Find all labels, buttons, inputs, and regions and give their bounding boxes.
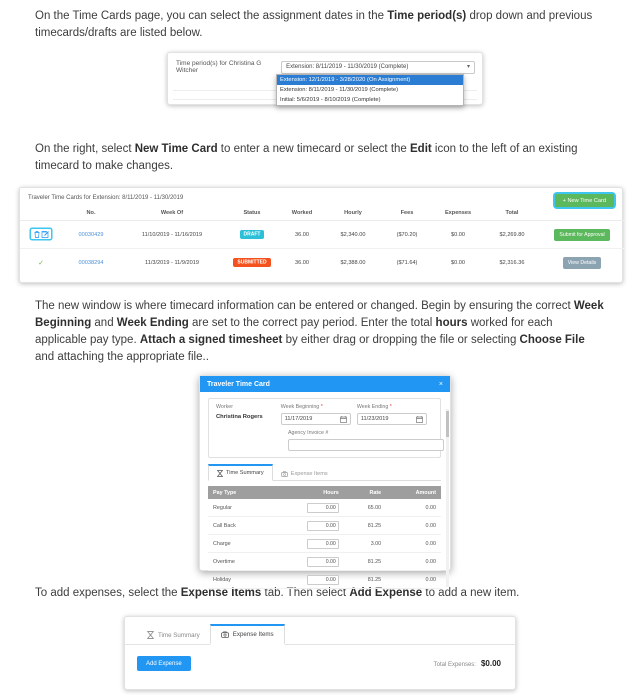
worker-label: Worker (216, 404, 233, 410)
paragraph-text: are set to the correct pay period. Enter the total (188, 317, 436, 329)
pay-type-cell: Call Back (208, 517, 268, 535)
timecards-list-title: Traveler Time Cards for Extension: 8/11/2019 - 11/30/2019 (28, 195, 184, 201)
week-ending-label: Week Ending * (356, 404, 392, 410)
paragraph-text: and (91, 317, 117, 329)
pay-type-cell: Charge (208, 535, 268, 553)
hours-input-holiday[interactable]: 0.00 (307, 575, 339, 585)
paragraph-text: The new window is where timecard information can be entered or changed. Begin by ensuring the correct (35, 300, 574, 312)
close-icon[interactable]: × (438, 380, 443, 388)
week-of-cell: 11/3/2019 - 11/9/2019 (120, 249, 224, 277)
hours-input-charge[interactable]: 0.00 (307, 539, 339, 549)
expense-items-screenshot (124, 616, 516, 690)
column-actions (20, 206, 62, 221)
worked-cell: 36.00 (280, 221, 324, 249)
rate-cell: 65.00 (344, 499, 386, 517)
expense-items-icon (281, 471, 288, 477)
pay-type-cell: Holiday (208, 571, 268, 589)
required-asterisk: * (389, 404, 392, 410)
column-total: Total (484, 206, 540, 221)
table-row (208, 571, 441, 589)
time-period-select[interactable] (281, 61, 475, 74)
amount-cell: 0.00 (386, 499, 441, 517)
pay-type-table (208, 486, 441, 589)
total-cell: $2,316.36 (484, 249, 540, 277)
tab-expense-items-label: Expense Items (232, 631, 274, 638)
tab-time-summary[interactable] (208, 464, 273, 481)
choose-file-bold: Choose File (519, 334, 585, 346)
week-ending-input[interactable] (357, 413, 427, 425)
paragraph-text: to enter a new timecard or select the (217, 143, 410, 155)
edit-bold: Edit (410, 143, 432, 155)
tab-expense-items[interactable] (273, 467, 336, 480)
week-beginning-value: 11/17/2019 (284, 416, 313, 422)
timecards-header-row (20, 206, 624, 221)
paragraph-text: worked for each applicable pay type. (35, 317, 553, 346)
rate-cell: 81.25 (344, 553, 386, 571)
pay-type-cell: Regular (208, 499, 268, 517)
worked-cell: 36.00 (280, 249, 324, 277)
total-cell: $2,269.80 (484, 221, 540, 249)
column-fees: Fees (382, 206, 432, 221)
column-worked: Worked (280, 206, 324, 221)
calendar-icon[interactable] (340, 416, 347, 423)
amount-cell: 0.00 (386, 517, 441, 535)
hours-input-call-back[interactable]: 0.00 (307, 521, 339, 531)
dropdown-option-extension-complete[interactable]: Extension: 8/11/2019 - 11/30/2019 (Complete) (280, 87, 399, 93)
agency-invoice-input[interactable] (288, 439, 444, 451)
new-time-card-button[interactable]: + New Time Card (555, 194, 614, 207)
timecard-info-panel (208, 398, 441, 458)
week-of-cell: 11/10/2019 - 11/16/2019 (120, 221, 224, 249)
timecard-number-link[interactable]: 00030429 (78, 231, 104, 238)
attach-timesheet-bold: Attach a signed timesheet (139, 334, 283, 346)
calendar-icon[interactable] (416, 416, 423, 423)
edit-icon[interactable] (42, 231, 49, 238)
hourglass-icon (217, 470, 223, 477)
total-expenses-value: $0.00 (480, 659, 501, 668)
timecard-number-link[interactable]: 00038294 (78, 259, 104, 266)
agency-invoice-label: Agency Invoice # (288, 430, 329, 436)
week-ending-bold: Week Ending (116, 317, 189, 329)
column-hourly: Hourly (324, 206, 382, 221)
column-hours: Hours (268, 486, 344, 499)
intro-paragraph (35, 8, 606, 42)
table-row (208, 535, 441, 553)
timecard-window-paragraph (35, 298, 606, 366)
modal-title: Traveler Time Card (207, 380, 270, 388)
add-expense-button[interactable]: Add Expense (137, 656, 191, 671)
table-row (20, 249, 624, 277)
pay-table-header-row (208, 486, 441, 499)
hours-input-overtime[interactable]: 0.00 (307, 557, 339, 567)
fees-cell: ($71.64) (382, 249, 432, 277)
expenses-cell: $0.00 (432, 249, 484, 277)
time-period-selected-value: Extension: 8/11/2019 - 11/30/2019 (Complete) (286, 64, 409, 70)
timecards-list-screenshot (19, 187, 623, 283)
modal-titlebar (200, 376, 450, 392)
rate-cell: 3.00 (344, 535, 386, 553)
caret-down-icon: ▾ (466, 64, 470, 70)
column-amount: Amount (386, 486, 441, 499)
rate-cell: 81.25 (344, 571, 386, 589)
check-icon: ✓ (38, 259, 44, 267)
paragraph-text: To add expenses, select the (35, 587, 181, 599)
paragraph-text: On the Time Cards page, you can select the assignment dates in the (35, 10, 388, 22)
status-badge-draft: DRAFT (240, 230, 265, 239)
column-action-blank (540, 206, 624, 221)
tab-expense-items[interactable] (210, 624, 285, 645)
column-week-of: Week Of (120, 206, 224, 221)
week-beginning-label: Week Beginning * (280, 404, 323, 410)
expense-items-icon (221, 631, 229, 638)
scrollbar[interactable] (446, 409, 449, 587)
fees-cell: ($70.20) (382, 221, 432, 249)
timecards-table (20, 206, 624, 276)
tab-time-summary-label: Time Summary (226, 470, 264, 476)
table-row (208, 517, 441, 535)
delete-icon[interactable] (34, 231, 40, 238)
worker-name: Christina Rogers (216, 414, 263, 420)
dropdown-option-on-assignment[interactable]: Extension: 12/1/2019 - 3/28/2020 (On Assignment) (277, 75, 463, 85)
column-expenses: Expenses (432, 206, 484, 221)
week-beginning-input[interactable] (281, 413, 351, 425)
amount-cell: 0.00 (386, 535, 441, 553)
required-asterisk: * (320, 404, 323, 410)
table-row (208, 553, 441, 571)
total-expenses-label: Total Expenses: (433, 662, 476, 668)
time-period-label: Time period(s) for Christina G Witcher (176, 60, 262, 74)
hourly-cell: $2,388.00 (324, 249, 382, 277)
tab-expense-items-label: Expense Items (290, 470, 328, 477)
view-details-button[interactable]: View Details (563, 257, 601, 269)
new-time-card-bold: New Time Card (134, 143, 218, 155)
submit-for-approval-button[interactable]: Submit for Approval (554, 229, 609, 241)
paragraph-text: On the right, select (35, 143, 135, 155)
column-no: No. (62, 206, 120, 221)
timecard-modal-screenshot (199, 375, 451, 583)
paragraph-text: icon to the left of an existing timecard to make changes. (35, 143, 578, 172)
modal-tab-bar (208, 464, 441, 481)
column-status: Status (224, 206, 280, 221)
time-period-dropdown-screenshot (167, 52, 483, 105)
paragraph-text: tab. Then select (261, 587, 350, 599)
column-rate: Rate (344, 486, 386, 499)
amount-cell: 0.00 (386, 553, 441, 571)
hourly-cell: $2,340.00 (324, 221, 382, 249)
hourglass-icon (147, 631, 154, 639)
tab-time-summary-label: Time Summary (158, 631, 200, 639)
status-badge-submitted: SUBMITTED (233, 258, 270, 267)
new-timecard-paragraph (35, 141, 606, 175)
hours-bold: hours (435, 317, 468, 329)
time-periods-bold: Time period(s) (387, 10, 467, 22)
paragraph-text: by either drag or dropping the file or selecting (282, 334, 520, 346)
rate-cell: 81.25 (344, 517, 386, 535)
tab-time-summary[interactable] (137, 626, 210, 644)
paragraph-text: and attaching the appropriate file.. (35, 351, 209, 363)
week-ending-value: 11/23/2019 (360, 416, 389, 422)
pay-type-cell: Overtime (208, 553, 268, 571)
expense-tab-bar (125, 617, 515, 645)
expenses-cell: $0.00 (432, 221, 484, 249)
hours-input-regular[interactable]: 0.00 (307, 503, 339, 513)
amount-cell: 0.00 (386, 571, 441, 589)
row-edit-icons-highlight (31, 229, 51, 239)
time-period-options-list (276, 74, 464, 106)
column-pay-type: Pay Type (208, 486, 268, 499)
week-beginning-bold: Week Beginning (35, 300, 604, 329)
paragraph-text: to add a new item. (422, 587, 520, 599)
add-expense-bold: Add Expense (349, 587, 423, 599)
dropdown-option-initial-complete[interactable]: Initial: 5/6/2019 - 8/10/2019 (Complete) (280, 97, 381, 103)
expense-items-bold: Expense Items (180, 587, 262, 599)
scrollbar-thumb[interactable] (446, 411, 449, 437)
modal-body (200, 392, 450, 589)
paragraph-text: drop down and previous timecards/drafts are listed below. (35, 10, 593, 39)
table-row (208, 499, 441, 517)
table-row (20, 221, 624, 249)
